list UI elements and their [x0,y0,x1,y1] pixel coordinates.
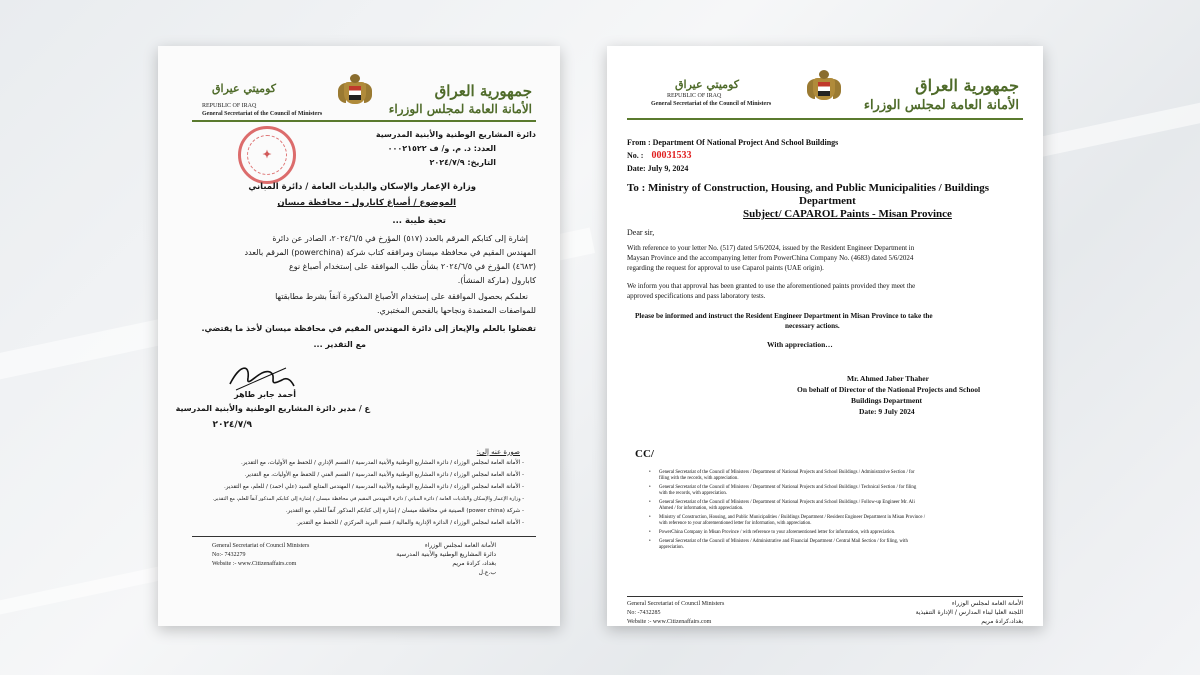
reference-number: العدد: د. م. و/ ف ٠٠٠٢١٥٢٢ [387,144,496,153]
cc-bullet: • [649,515,651,520]
greeting: تحية طيبة ... [392,216,446,226]
cc-title: صورة عنه إلى: [476,448,520,456]
addressee: وزارة الإعمار والإسكان والبلديات العامة / دائرة المباني [248,182,476,192]
appreciation: With appreciation… [767,340,833,349]
closing: مع التقدير ... [313,340,366,349]
footer-ar-dept: اللجنة العليا لبناء المدارس / الإدارة التنفيذية [915,609,1023,616]
footer-en-website: Website :- www.Citizenaffairs.com [212,561,297,567]
cc-line: - الأمانة العامة لمجلس الوزراء / الدائرة الإدارية والمالية / قسم البريد المركزي / للحفظ مع التقدير. [296,520,524,526]
cc-line: General Secretariat of the Council of Ministers / Department of National Projects and School Buildings / Technical Section / for filing [659,485,917,490]
footer-ar-dept: دائرة المشاريع الوطنية والأبنية المدرسية [396,551,496,558]
header-gov-en: REPUBLIC OF IRAQ [667,93,722,99]
header-divider [192,120,536,122]
body-line: كابارول (ماركة المنشأ). [457,276,536,285]
footer-en-website: Website :- www.Citizenaffairs.com [627,619,712,625]
cc-line: General Secretariat of the Council of Ministers / Administrative and Financial Department / Central Mail Section / for filing, with [659,539,908,544]
cc-line: Ahmed / for information, with appreciation. [659,506,744,511]
header-gov-en: REPUBLIC OF IRAQ [202,103,257,109]
footer-en-phone: No: -7432285 [627,610,661,616]
cc-line: - الأمانة العامة لمجلس الوزراء / دائرة المشاريع الوطنية والأبنية المدرسية / المهندس المتابع السيد (علي احمد) / للعلم، مع التقدير. [223,484,524,490]
header-gov-ar-title: جمهورية العراق [915,76,1019,95]
body-line: إشارة إلى كتابكم المرقم بالعدد (٥١٧) المؤرخ في ٢٠٢٤/٦/٥، الصادر عن دائرة [272,234,528,243]
iraq-emblem-icon [338,74,372,114]
body-line: المهندس المقيم في محافظة ميسان ومرافقه كتاب شركة (powerchina) المرقم بالعدد [244,248,536,257]
reference-number [627,150,691,161]
cc-line: with reference to your aforementioned letter for information, with appreciation. [659,521,812,526]
body-line: تفضلوا بالعلم والإيعاز إلى دائرة المهندس المقيم في محافظة ميسان لأخذ ما يقتضي. [201,324,536,333]
cc-bullet: • [649,485,651,490]
signer-title: Buildings Department [851,396,923,405]
signer-name: Mr. Ahmed Jaber Thaher [847,374,929,383]
footer-ar-code: ب.ع.ل [478,569,496,576]
body-line: We inform you that approval has been granted to use the aforementioned paints provided they meet the [627,282,916,290]
cc-title: CC/ [635,448,654,460]
header-gov-en-sub: General Secretariat of the Council of Ministers [651,101,772,107]
letter-date: التاريخ: ٢٠٢٤/٧/٩ [429,158,496,167]
cc-line: PowerChina Company in Misan Province / with reference to your aforementioned letter for information, with appreciation. [659,530,896,535]
footer-ar-address: بغداد، كرادة مريم [452,560,496,567]
cc-line: General Secretariat of the Council of Ministers / Department of National Projects and School Buildings / Administrative Section / for [659,470,915,475]
header-gov-ar-sub: الأمانة العامة لمجلس الوزراء [388,102,532,116]
arabic-letter-page [158,46,560,626]
footer-divider [192,536,536,537]
header-gov-ar-small: كوميتي عيراق [212,82,276,95]
cc-line: - الأمانة العامة لمجلس الوزراء / دائرة المشاريع الوطنية والأبنية المدرسية / القسم الإداري / للحفظ مع الأوليات، مع التقدير. [241,460,524,466]
official-stamp: ✦ [238,126,296,184]
signer-title: ع / مدير دائرة المشاريع الوطنية والأبنية المدرسية [175,404,370,413]
signer-date: Date: 9 July 2024 [859,407,915,416]
signer-name: أحمد جابر طاهر [234,390,296,399]
footer-ar-address: بغداد،كرادة مريم [981,618,1023,625]
body-line: regarding the request for approval to use Caparol paints (UAE origin). [627,264,824,272]
salutation: Dear sir, [627,228,655,237]
cc-bullet: • [649,530,651,535]
cc-line: appreciation. [659,545,684,550]
body-line: للمواصفات المعتمدة ونجاحها بالفحص المختبري. [377,306,536,315]
header-divider [627,118,1023,120]
body-line: Maysan Province and the accompanying letter from PowerChina Company No. (4683) dated 5/6/2024 [627,254,914,262]
cc-line: - وزارة الإعمار والإسكان والبلديات العامة / دائرة المباني / دائرة المهندس المقيم في محافظة ميسان / إشارة إلى كتابكم المذكور آنفاً للعلم، مع التقدير. [212,496,524,502]
department-name: دائرة المشاريع الوطنية والأبنية المدرسية [375,130,536,139]
addressee-line: To : Ministry of Construction, Housing, and Public Municipalities / Buildings [627,182,990,194]
body-line: Please be informed and instruct the Resident Engineer Department in Misan Province to take the [635,312,933,320]
cc-line: Ministry of Construction, Housing, and Public Municipalities / Buildings Department / Resident Engineer Department in Misan Province / [659,515,926,520]
cc-line: filing with the records, with appreciation. [659,476,739,481]
addressee-line: Department [799,195,856,207]
english-letter-page [607,46,1043,626]
letter-date: Date: July 9, 2024 [627,164,689,173]
subject: Subject/ CAPAROL Paints - Misan Province [743,208,952,220]
subject: الموضوع / أصباغ كابارول – محافظة ميسان [277,198,456,208]
footer-en-org: General Secretariat of Council Ministers [627,601,725,607]
footer-ar-org: الأمانة العامة لمجلس الوزراء [424,542,496,549]
body-line: With reference to your letter No. (517) dated 5/6/2024, issued by the Resident Engineer Department in [627,244,915,252]
signer-date: ٢٠٢٤/٧/٩ [212,420,252,430]
body-line: (٤٦٨٣) المؤرخ في ٢٠٢٤/٦/٥ بشأن طلب الموافقة على إستخدام أصباغ نوع [288,262,536,271]
reference-label: No. : [627,151,644,160]
cc-bullet: • [649,470,651,475]
cc-line: General Secretariat of the Council of Ministers / Department of National Projects and School Buildings / Follow-up Engineer Mr. Ali [659,500,915,505]
header-gov-ar-sub: الأمانة العامة لمجلس الوزراء [863,98,1019,113]
body-line: approved specifications and pass laboratory tests. [627,292,766,300]
iraq-emblem-icon [807,70,841,110]
footer-ar-org: الأمانة العامة لمجلس الوزراء [951,600,1023,607]
header-gov-ar-small: كوميتي عيراق [675,78,739,91]
footer-en-org: General Secretariat of Council Ministers [212,543,310,549]
cc-bullet: • [649,500,651,505]
cc-line: with the records, with appreciation. [659,491,727,496]
cc-bullet: • [649,539,651,544]
body-line: نعلمكم بحصول الموافقة على إستخدام الأصباغ المذكورة آنفاً بشرط مطابقتها [275,292,528,301]
signer-title: On behalf of Director of the National Projects and School [797,385,981,394]
from-line: From : Department Of National Project And School Buildings [627,138,839,147]
header-gov-ar-title: جمهورية العراق [434,82,532,100]
header-gov-en-sub: General Secretariat of the Council of Ministers [202,111,323,117]
footer-divider [627,596,1023,597]
body-line: necessary actions. [785,322,840,330]
cc-line: - شركة (power china) الصينية في محافظة ميسان / إشارة إلى كتابكم المذكور آنفاً للعلم، مع التقدير. [285,508,524,514]
reference-value: 00031533 [651,150,692,161]
footer-en-phone: No:- 7432279 [212,552,246,558]
cc-line: - الأمانة العامة لمجلس الوزراء / دائرة المشاريع الوطنية والأبنية المدرسية / القسم الفني / للحفظ مع الأوليات، مع التقدير. [244,472,524,478]
